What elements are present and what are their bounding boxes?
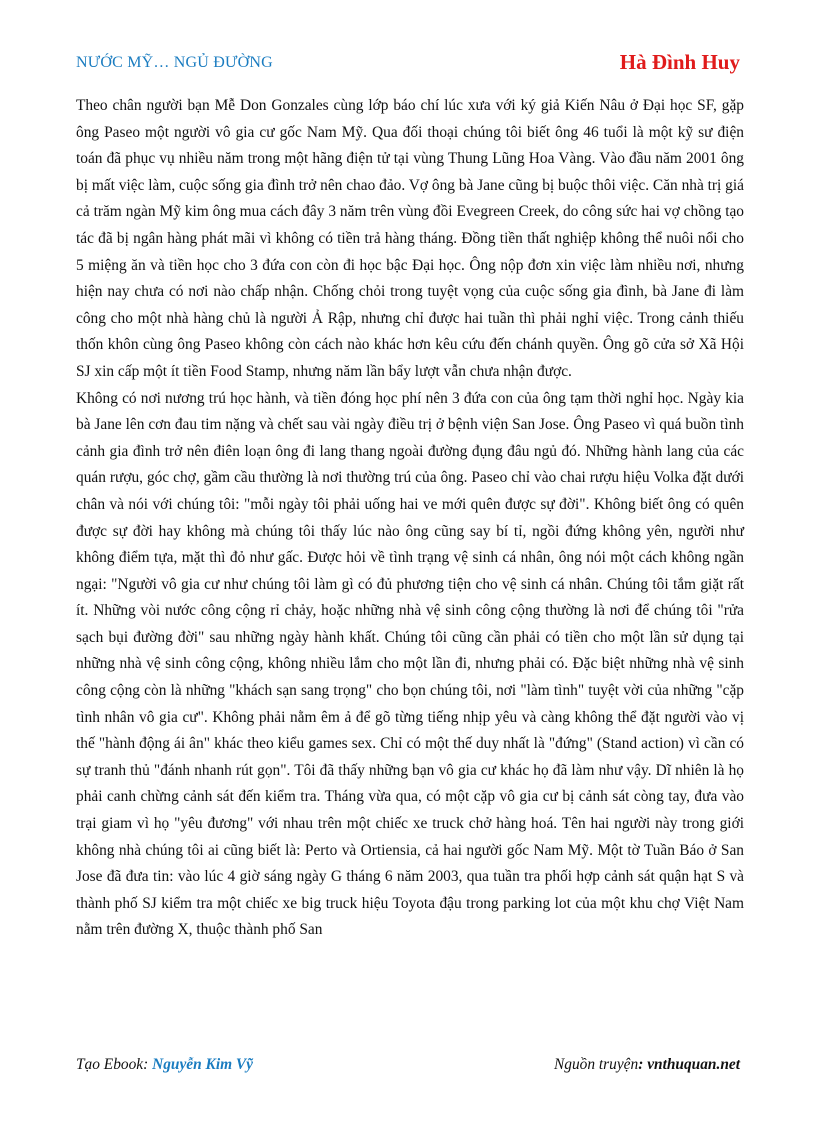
- ebook-separator: :: [143, 1056, 153, 1073]
- paragraph: Không có nơi nương trú học hành, và tiền đóng học phí nên 3 đứa con của ông tạm thời nghỉ học. Ngày kia bà Jane lên cơn đau tim nặng và chết sau vài ngày điều trị ở bệnh viện San Jose. Ông Paseo vì quá buồn tình cảnh gia đình trở nên điên loạn ông đi lang thang ngoài đường đụng đâu ngủ đó. Những hành lang của các quán rượu, góc chợ, gầm cầu thường là nơi thường trú của ông. Paseo chỉ vào chai rượu hiệu Volka đặt dưới chân và nói với chúng tôi: "mỗi ngày tôi phải uống hai ve mới quên được sự đời". Không biết ông có quên được sự đời hay không mà chúng tôi thấy lúc nào ông cũng say bí tỉ, ngồi đứng không yên, người như không điểm tựa, mặt thì đỏ như gấc. Được hỏi về tình trạng vệ sinh cá nhân, ông nói một cách không ngần ngại: "Người vô gia cư như chúng tôi làm gì có đủ phương tiện cho vệ sinh cá nhân. Chúng tôi tắm giặt rất ít. Những vòi nước công cộng rỉ chảy, hoặc những nhà vệ sinh công cộng thường là nơi để chúng tôi "rửa sạch bụi đường đời" sau những ngày hành khất. Chúng tôi cũng cần phải có tiền cho một lần sử dụng tại những nhà vệ sinh công cộng, không nhiều lắm cho một lần đi, nhưng phải có. Đặc biệt những nhà vệ sinh công cộng còn là những "khách sạn sang trọng" cho bọn chúng tôi, nơi "làm tình" tuyệt vời của những "cặp tình nhân vô gia cư". Không phải nằm êm ả để gõ từng tiếng nhịp yêu và càng không thể đặt người vào vị thế "hành động ái ân" khác theo kiểu games sex. Chỉ có một thế duy nhất là "đứng" (Stand action) vì cần có sự tranh thủ "đánh nhanh rút gọn". Tôi đã thấy những bạn vô gia cư khác họ đã làm như vậy. Dĩ nhiên là họ phải canh chừng cảnh sát đến kiểm tra. Tháng vừa qua, có một cặp vô gia cư bị cảnh sát còng tay, đưa vào trại giam vì họ "yêu đương" với nhau trên một chiếc xe truck chở hàng hoá. Tên hai người này trong giới không nhà chúng tôi ai cũng biết là: Perto và Ortiensia, cả hai người gốc Nam Mỹ. Một tờ Tuần Báo ở San Jose đã đưa tin: vào lúc 4 giờ sáng ngày G tháng 6 năm 2003, qua tuần tra phối hợp cảnh sát quận hạt S và thành phố SJ kiểm tra một chiếc xe big truck hiệu Toyota đậu trong parking lot của một khu chợ Việt Nam nằm trên đường X, thuộc thành phố San: [76, 389, 744, 939]
- document-body: [76, 93, 744, 944]
- page-footer: [76, 1056, 740, 1078]
- paragraph: Theo chân người bạn Mễ Don Gonzales cùng lớp báo chí lúc xưa với ký giả Kiến Nâu ở Đại học SF, gặp ông Paseo một người vô gia cư gốc Nam Mỹ. Qua đối thoại chúng tôi biết ông 46 tuổi là một kỹ sư điện toán đã phục vụ nhiều năm trong một hãng điện tử tại vùng Thung Lũng Hoa Vàng. Vào đầu năm 2001 ông bị mất việc làm, cuộc sống gia đình trở nên chao đảo. Vợ ông bà Jane cũng bị buộc thôi việc. Căn nhà trị giá cả trăm ngàn Mỹ kim ông mua cách đây 3 năm trên vùng đồi Evegreen Creek, do công sức hai vợ chồng tạo tác đã bị ngân hàng phát mãi vì không có tiền trả hàng tháng. Đồng tiền thất nghiệp không thể nuôi nổi cho 5 miệng ăn và tiền học cho 3 đứa con còn đi học bậc Đại học. Ông nộp đơn xin việc làm nhiều nơi, nhưng hiện nay chưa có nơi nào chấp nhận. Chống chỏi trong tuyệt vọng của cuộc sống gia đình, bà Jane đi làm công cho một nhà hàng chủ là người Ả Rập, nhưng chỉ được hai tuần thì phải nghỉ việc. Trong cảnh thiếu thốn khôn cùng ông Paseo không còn cách nào khác hơn kêu cứu đến chánh quyền. Ông gõ cửa sở Xã Hội SJ xin cấp một ít tiền Food Stamp, nhưng năm lần bẩy lượt vẫn chưa nhận được.: [76, 97, 744, 380]
- ebook-credit: [76, 1056, 253, 1074]
- ebook-creator-name: Nguyễn Kim Vỹ: [152, 1056, 254, 1073]
- source-separator: :: [638, 1056, 648, 1073]
- author-name: Hà Đình Huy: [619, 50, 740, 74]
- page-header: [76, 50, 740, 76]
- story-title: NƯỚC MỸ… NGỦ ĐƯỜNG: [76, 54, 273, 71]
- source-label: Nguồn truyện: [553, 1056, 639, 1073]
- source-site-link[interactable]: vnthuquan.net: [647, 1056, 740, 1073]
- ebook-label: Tạo Ebook: [76, 1056, 144, 1073]
- source-credit: [554, 1056, 740, 1074]
